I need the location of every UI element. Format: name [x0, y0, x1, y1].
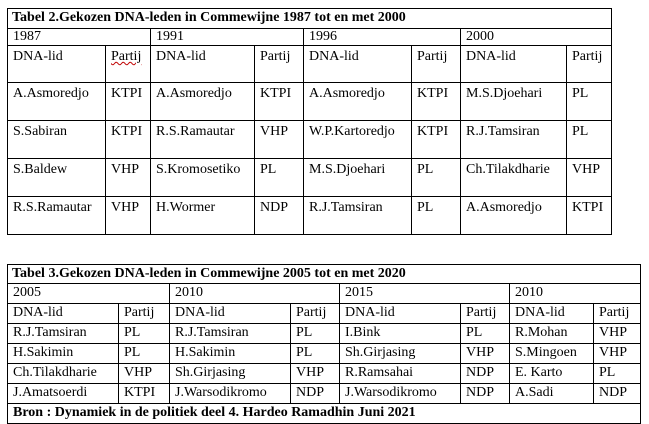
column-header-member: DNA-lid	[510, 304, 594, 324]
column-header-member: DNA-lid	[461, 46, 567, 83]
column-header-party: Partij	[594, 304, 641, 324]
year-header: 2005	[8, 284, 170, 304]
year-header: 2000	[461, 29, 612, 46]
member-cell: R.J.Tamsiran	[8, 324, 119, 344]
column-header-member: DNA-lid	[151, 46, 255, 83]
member-cell: Sh.Girjasing	[170, 364, 291, 384]
party-cell: VHP	[255, 121, 304, 159]
column-header-party: Partij	[461, 304, 510, 324]
table-row	[8, 324, 641, 344]
party-cell: KTPI	[255, 83, 304, 121]
party-cell: KTPI	[567, 197, 612, 235]
member-cell: H.Sakimin	[8, 344, 119, 364]
member-cell: R.S.Ramautar	[151, 121, 255, 159]
column-header-member: DNA-lid	[8, 46, 106, 83]
party-cell: KTPI	[106, 83, 151, 121]
column-header-party: Partij	[255, 46, 304, 83]
member-cell: J.Amatsoerdi	[8, 384, 119, 404]
column-header-member: DNA-lid	[340, 304, 461, 324]
member-cell: H.Sakimin	[170, 344, 291, 364]
member-cell: R.J.Tamsiran	[461, 121, 567, 159]
party-cell: VHP	[119, 364, 170, 384]
member-cell: S.Mingoen	[510, 344, 594, 364]
party-cell: PL	[291, 344, 340, 364]
column-header-party: Partij	[412, 46, 461, 83]
table-row	[8, 344, 641, 364]
table-row	[8, 364, 641, 384]
member-cell: E. Karto	[510, 364, 594, 384]
party-cell: VHP	[594, 324, 641, 344]
party-cell: VHP	[291, 364, 340, 384]
member-cell: Ch.Tilakdharie	[461, 159, 567, 197]
party-cell: PL	[119, 324, 170, 344]
party-cell: PL	[412, 159, 461, 197]
member-cell: A.Asmoredjo	[461, 197, 567, 235]
member-cell: R.Ramsahai	[340, 364, 461, 384]
year-header: 2015	[340, 284, 510, 304]
year-header: 1987	[8, 29, 151, 46]
column-header-party: Partij	[567, 46, 612, 83]
party-cell: VHP	[106, 159, 151, 197]
party-cell: PL	[255, 159, 304, 197]
party-cell: KTPI	[412, 121, 461, 159]
party-cell: KTPI	[106, 121, 151, 159]
party-cell: PL	[412, 197, 461, 235]
party-cell: NDP	[461, 384, 510, 404]
member-cell: R.S.Ramautar	[8, 197, 106, 235]
party-cell: NDP	[291, 384, 340, 404]
member-cell: R.Mohan	[510, 324, 594, 344]
member-cell: H.Wormer	[151, 197, 255, 235]
member-cell: M.S.Djoehari	[304, 159, 412, 197]
member-cell: S.Baldew	[8, 159, 106, 197]
member-cell: S.Kromosetiko	[151, 159, 255, 197]
column-header-member: DNA-lid	[170, 304, 291, 324]
party-cell: KTPI	[119, 384, 170, 404]
table-row	[8, 83, 612, 121]
party-cell: PL	[461, 324, 510, 344]
member-cell: A.Sadi	[510, 384, 594, 404]
table-row	[8, 197, 612, 235]
table-dna-members-1987-2000	[7, 8, 612, 235]
source-note: Bron : Dynamiek in de politiek deel 4. Hardeo Ramadhin Juni 2021	[8, 404, 641, 424]
party-cell: PL	[567, 121, 612, 159]
table-dna-members-2005-2020	[7, 264, 641, 424]
member-cell: I.Bink	[340, 324, 461, 344]
party-cell: PL	[291, 324, 340, 344]
party-cell: PL	[119, 344, 170, 364]
column-header-member: DNA-lid	[304, 46, 412, 83]
column-header-member: DNA-lid	[8, 304, 119, 324]
member-cell: R.J.Tamsiran	[170, 324, 291, 344]
table-title: Tabel 2.Gekozen DNA-leden in Commewijne 1987 tot en met 2000	[8, 9, 612, 29]
table-row	[8, 121, 612, 159]
party-cell: KTPI	[412, 83, 461, 121]
party-cell: NDP	[461, 364, 510, 384]
member-cell: A.Asmoredjo	[304, 83, 412, 121]
member-cell: S.Sabiran	[8, 121, 106, 159]
year-header: 2010	[170, 284, 340, 304]
party-cell: PL	[567, 83, 612, 121]
member-cell: A.Asmoredjo	[151, 83, 255, 121]
party-cell: VHP	[567, 159, 612, 197]
table-row	[8, 384, 641, 404]
table-title: Tabel 3.Gekozen DNA-leden in Commewijne 2005 tot en met 2020	[8, 265, 641, 284]
table-row	[8, 159, 612, 197]
party-cell: VHP	[106, 197, 151, 235]
year-header: 2010	[510, 284, 641, 304]
member-cell: R.J.Tamsiran	[304, 197, 412, 235]
member-cell: Sh.Girjasing	[340, 344, 461, 364]
member-cell: J.Warsodikromo	[340, 384, 461, 404]
party-cell: NDP	[594, 384, 641, 404]
column-header-party: Partij	[119, 304, 170, 324]
member-cell: Ch.Tilakdharie	[8, 364, 119, 384]
member-cell: A.Asmoredjo	[8, 83, 106, 121]
party-cell: NDP	[255, 197, 304, 235]
column-header-party: Partij	[291, 304, 340, 324]
year-header: 1991	[151, 29, 304, 46]
member-cell: W.P.Kartoredjo	[304, 121, 412, 159]
year-header: 1996	[304, 29, 461, 46]
member-cell: J.Warsodikromo	[170, 384, 291, 404]
member-cell: M.S.Djoehari	[461, 83, 567, 121]
party-cell: PL	[594, 364, 641, 384]
party-cell: VHP	[594, 344, 641, 364]
column-header-party: Partij	[106, 46, 151, 83]
party-cell: VHP	[461, 344, 510, 364]
